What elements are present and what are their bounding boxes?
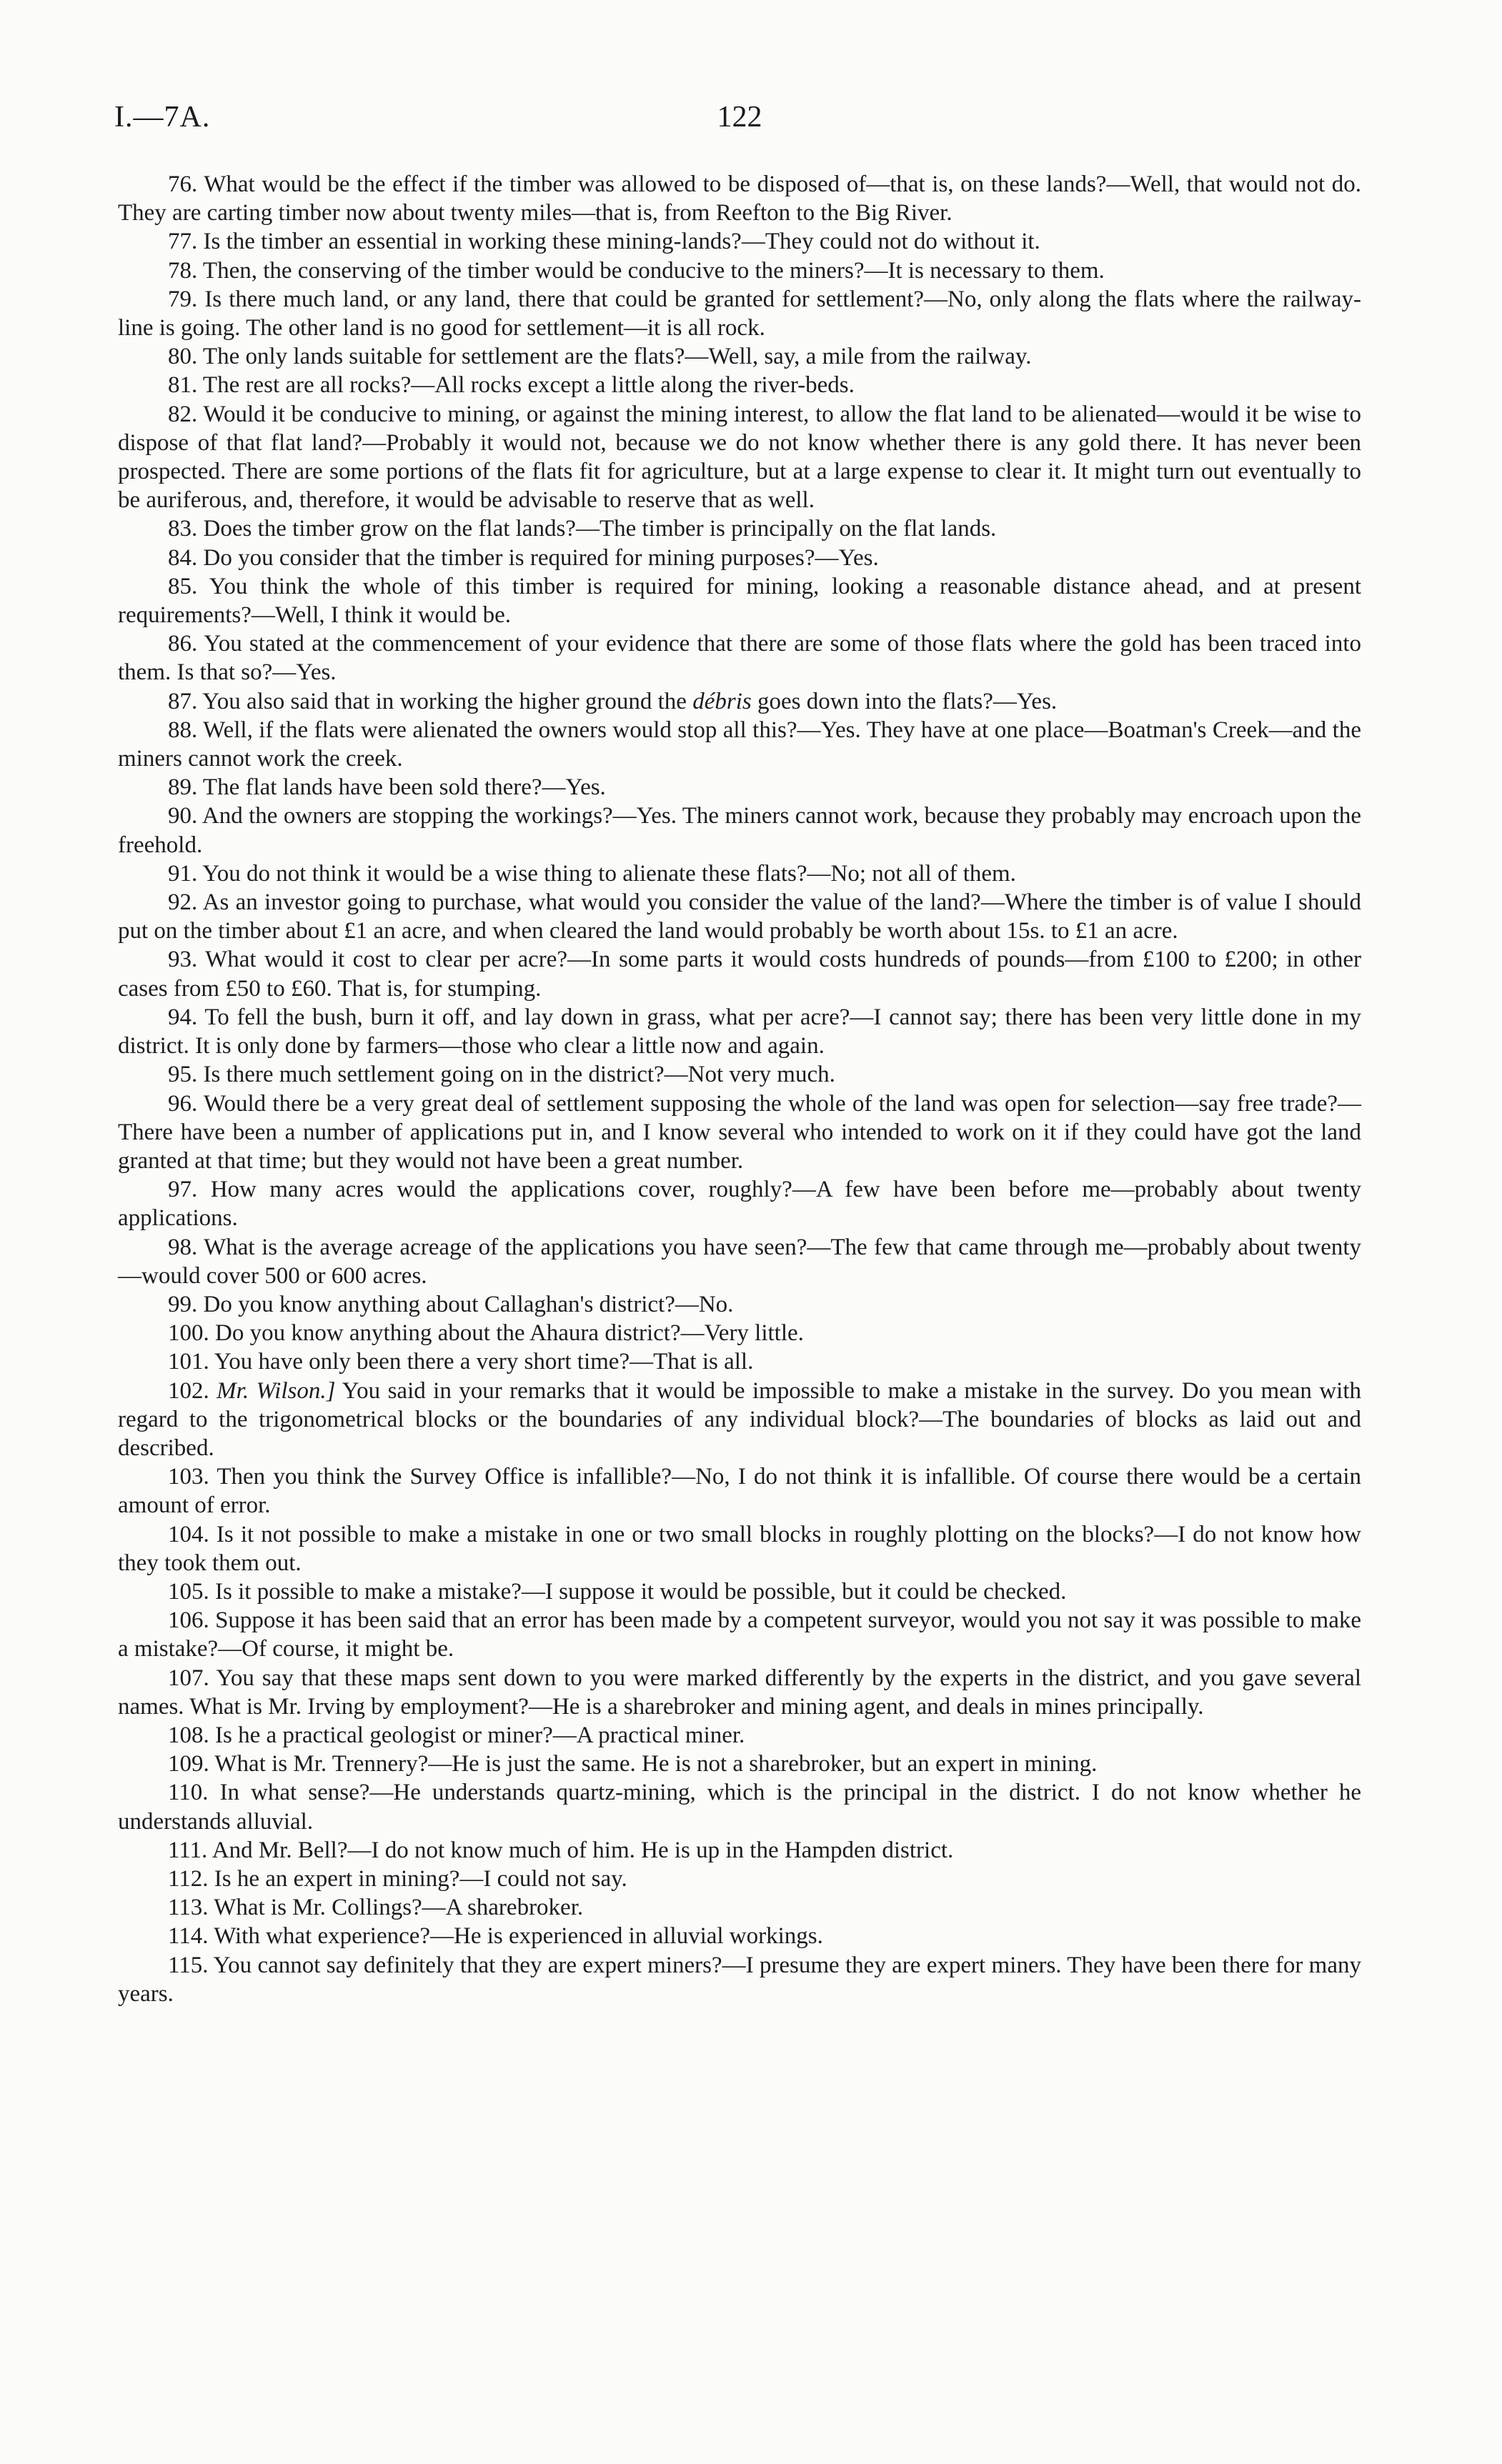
- question-answer-text: You have only been there a very short time?—That is all.: [214, 1349, 754, 1375]
- question-number: 107.: [168, 1665, 209, 1691]
- question-number: 109.: [168, 1751, 209, 1777]
- question-answer-text: As an investor going to purchase, what would you consider the value of the land?—Where the timber is of value I should put on the timber about £1 an acre, and when cleared the land would probably be worth about 15s. to £1 an acre.: [118, 889, 1361, 944]
- document-reference: I.—7A.: [114, 101, 211, 134]
- evidence-paragraph-90: [118, 802, 1361, 859]
- question-answer-text: What would be the effect if the timber was allowed to be disposed of—that is, on these lands?—Well, that would not do. They are carting timber now about twenty miles—that is, from Reefton to the Big River.: [118, 171, 1361, 226]
- evidence-paragraph-114: [118, 1922, 1361, 1950]
- question-answer-text: What would it cost to clear per acre?—In some parts it would costs hundreds of pounds—from £100 to £200; in other cases from £50 to £60. That is, for stumping.: [118, 947, 1362, 1002]
- question-answer-text: What is Mr. Trennery?—He is just the same. He is not a sharebroker, but an expert in mining.: [214, 1751, 1098, 1777]
- question-number: 82.: [168, 401, 198, 427]
- question-number: 97.: [168, 1177, 198, 1203]
- evidence-paragraph-82: [118, 400, 1361, 515]
- question-answer-text: You cannot say definitely that they are expert miners?—I presume they are expert miners. They have been there for many years.: [118, 1952, 1361, 2007]
- question-answer-text: Is there much land, or any land, there that could be granted for settlement?—No, only along the flats where the railway-line is going. The other land is no good for settlement—it is all rock.: [118, 286, 1361, 341]
- question-number: 114.: [168, 1923, 209, 1950]
- evidence-paragraph-111: [118, 1836, 1361, 1865]
- evidence-paragraph-77: [118, 227, 1361, 256]
- question-number: 91.: [168, 860, 198, 887]
- question-number: 77.: [168, 229, 198, 255]
- evidence-paragraph-95: [118, 1060, 1361, 1089]
- question-number: 99.: [168, 1291, 198, 1317]
- question-answer-text: Does the timber grow on the flat lands?—The timber is principally on the flat lands.: [203, 516, 997, 542]
- question-answer-text: The rest are all rocks?—All rocks except a little along the river-beds.: [202, 372, 855, 399]
- question-answer-text: Is it not possible to make a mistake in one or two small blocks in roughly plotting on the blocks?—I do not know how they took them out.: [118, 1521, 1361, 1576]
- question-number: 111.: [168, 1837, 208, 1863]
- question-answer-text: You think the whole of this timber is required for mining, looking a reasonable distance ahead, and at present requirements?—Well, I think it would be.: [118, 573, 1361, 629]
- question-number: 78.: [168, 257, 198, 284]
- question-number: 80.: [168, 344, 198, 370]
- evidence-paragraph-80: [118, 342, 1361, 371]
- question-answer-text: Is it possible to make a mistake?—I suppose it would be possible, but it could be checked.: [215, 1578, 1067, 1605]
- question-number: 84.: [168, 544, 198, 571]
- evidence-text: [118, 170, 1361, 2008]
- evidence-paragraph-85: [118, 572, 1361, 629]
- italic-text: Mr. Wilson.]: [217, 1377, 336, 1404]
- question-number: 90.: [168, 803, 198, 829]
- evidence-paragraph-89: [118, 773, 1361, 802]
- question-number: 113.: [168, 1895, 209, 1921]
- evidence-paragraph-113: [118, 1893, 1361, 1922]
- question-answer-text: Do you consider that the timber is required for mining purposes?—Yes.: [203, 544, 879, 571]
- question-number: 89.: [168, 774, 198, 801]
- question-answer-text: goes down into the flats?—Yes.: [751, 688, 1058, 714]
- question-answer-text: Do you know anything about Callaghan's district?—No.: [203, 1291, 734, 1317]
- question-number: 106.: [168, 1607, 209, 1634]
- evidence-paragraph-76: [118, 170, 1361, 227]
- evidence-paragraph-103: [118, 1462, 1361, 1520]
- question-number: 100.: [168, 1320, 209, 1347]
- evidence-paragraph-84: [118, 544, 1361, 572]
- evidence-paragraph-87: [118, 687, 1361, 716]
- evidence-paragraph-91: [118, 859, 1361, 888]
- evidence-paragraph-94: [118, 1003, 1361, 1060]
- question-answer-text: You said in your remarks that it would be impossible to make a mistake in the survey. Do you mean with regard to the trigonometrical blocks or the boundaries of any individual block?—The boundaries of blocks as laid out and described.: [118, 1377, 1361, 1461]
- evidence-paragraph-102: [118, 1377, 1361, 1463]
- question-number: 86.: [168, 631, 198, 657]
- question-answer-text: The only lands suitable for settlement are the flats?—Well, say, a mile from the railway.: [202, 344, 1032, 370]
- question-number: 103.: [168, 1464, 209, 1490]
- question-number: 98.: [168, 1234, 198, 1260]
- question-answer-text: Suppose it has been said that an error has been made by a competent surveyor, would you not say it was possible to make a mistake?—Of course, it might be.: [118, 1607, 1362, 1662]
- question-number: 112.: [168, 1865, 209, 1892]
- question-answer-text: Is there much settlement going on in the district?—Not very much.: [203, 1062, 835, 1088]
- question-number: 104.: [168, 1521, 209, 1547]
- evidence-paragraph-104: [118, 1520, 1361, 1577]
- evidence-paragraph-109: [118, 1750, 1361, 1778]
- question-number: 88.: [168, 717, 198, 743]
- question-number: 79.: [168, 286, 198, 312]
- evidence-paragraph-115: [118, 1951, 1361, 2008]
- evidence-paragraph-83: [118, 514, 1361, 543]
- evidence-paragraph-108: [118, 1721, 1361, 1750]
- question-number: 83.: [168, 516, 198, 542]
- question-answer-text: Is he a practical geologist or miner?—A practical miner.: [215, 1722, 745, 1748]
- evidence-paragraph-105: [118, 1577, 1361, 1606]
- page-number: 122: [717, 101, 762, 134]
- evidence-paragraph-97: [118, 1175, 1361, 1232]
- evidence-paragraph-93: [118, 945, 1361, 1002]
- evidence-paragraph-79: [118, 285, 1361, 342]
- question-answer-text: Well, if the flats were alienated the owners would stop all this?—Yes. They have at one place—Boatman's Creek—and the miners cannot work the creek.: [118, 717, 1362, 772]
- question-number: 81.: [168, 372, 198, 399]
- evidence-paragraph-92: [118, 888, 1361, 945]
- question-answer-text: And the owners are stopping the workings?—Yes. The miners cannot work, because they probably may encroach upon the freehold.: [118, 803, 1362, 858]
- evidence-paragraph-101: [118, 1347, 1361, 1376]
- question-answer-text: And Mr. Bell?—I do not know much of him. He is up in the Hampden district.: [212, 1837, 954, 1863]
- question-number: 93.: [168, 947, 198, 973]
- question-answer-text: You say that these maps sent down to you were marked differently by the experts in the district, and you gave several names. What is Mr. Irving by employment?—He is a sharebroker and mining agent, and deals in mines principally.: [118, 1665, 1361, 1720]
- question-number: 92.: [168, 889, 198, 916]
- evidence-paragraph-98: [118, 1233, 1361, 1290]
- question-answer-text: You also said that in working the higher ground the: [202, 688, 693, 714]
- evidence-paragraph-88: [118, 716, 1361, 773]
- question-number: 76.: [168, 171, 198, 197]
- question-number: 94.: [168, 1004, 198, 1030]
- evidence-paragraph-86: [118, 629, 1361, 687]
- question-answer-text: To fell the bush, burn it off, and lay down in grass, what per acre?—I cannot say; there has been very little done in my district. It is only done by farmers—those who clear a little now and again.: [118, 1004, 1361, 1059]
- question-answer-text: What is Mr. Collings?—A sharebroker.: [214, 1895, 584, 1921]
- evidence-paragraph-81: [118, 371, 1361, 399]
- question-number: 95.: [168, 1062, 198, 1088]
- question-answer-text: You do not think it would be a wise thing to alienate these flats?—No; not all of them.: [202, 860, 1016, 887]
- evidence-paragraph-106: [118, 1606, 1361, 1663]
- question-number: 87.: [168, 688, 198, 714]
- question-answer-text: With what experience?—He is experienced in alluvial workings.: [214, 1923, 823, 1950]
- question-answer-text: How many acres would the applications cover, roughly?—A few have been before me—probably about twenty applications.: [118, 1177, 1362, 1232]
- italic-text: débris: [692, 688, 752, 714]
- evidence-paragraph-78: [118, 256, 1361, 285]
- question-answer-text: Would there be a very great deal of settlement supposing the whole of the land was open for selection—say free trade?—There have been a number of applications put in, and I know several who intended to work on it if they could have got the land granted at that time; but they would not have been a great number.: [118, 1090, 1361, 1174]
- question-answer-text: Is he an expert in mining?—I could not say.: [214, 1865, 627, 1892]
- question-answer-text: In what sense?—He understands quartz-mining, which is the principal in the district. I do not know whether he understands alluvial.: [118, 1780, 1362, 1835]
- question-number: 105.: [168, 1578, 209, 1605]
- evidence-paragraph-107: [118, 1664, 1361, 1721]
- page-header: [114, 100, 1365, 143]
- question-number: 85.: [168, 573, 198, 599]
- evidence-paragraph-96: [118, 1089, 1361, 1176]
- question-answer-text: Do you know anything about the Ahaura district?—Very little.: [215, 1320, 804, 1347]
- evidence-paragraph-110: [118, 1778, 1361, 1835]
- question-answer-text: Then you think the Survey Office is infallible?—No, I do not think it is infallible. Of course there would be a certain amount of error.: [118, 1464, 1361, 1519]
- question-answer-text: Then, the conserving of the timber would be conducive to the miners?—It is necessary to them.: [202, 257, 1105, 284]
- question-answer-text: You stated at the commencement of your evidence that there are some of those flats where the gold has been traced into them. Is that so?—Yes.: [118, 631, 1361, 686]
- question-answer-text: The flat lands have been sold there?—Yes.: [202, 774, 606, 801]
- question-number: 101.: [168, 1349, 209, 1375]
- question-number: 110.: [168, 1780, 209, 1806]
- question-number: 108.: [168, 1722, 209, 1748]
- question-answer-text: Is the timber an essential in working these mining-lands?—They could not do without it.: [203, 229, 1040, 255]
- question-number: 115.: [168, 1952, 209, 1978]
- evidence-paragraph-100: [118, 1319, 1361, 1347]
- question-answer-text: Would it be conducive to mining, or against the mining interest, to allow the flat land to be alienated—would it be wise to dispose of that flat land?—Probably it would not, because we do not know whether there is any gold there. It has never been prospected. There are some portions of the flats fit for agriculture, but at a large expense to clear it. It might turn out eventually to be auriferous, and, therefore, it would be advisable to reserve that as well.: [118, 401, 1361, 514]
- question-answer-text: What is the average acreage of the applications you have seen?—The few that came through me—probably about twenty—would cover 500 or 600 acres.: [118, 1234, 1362, 1289]
- evidence-paragraph-99: [118, 1290, 1361, 1319]
- question-number: 102.: [168, 1377, 209, 1404]
- evidence-paragraph-112: [118, 1865, 1361, 1893]
- question-number: 96.: [168, 1090, 198, 1117]
